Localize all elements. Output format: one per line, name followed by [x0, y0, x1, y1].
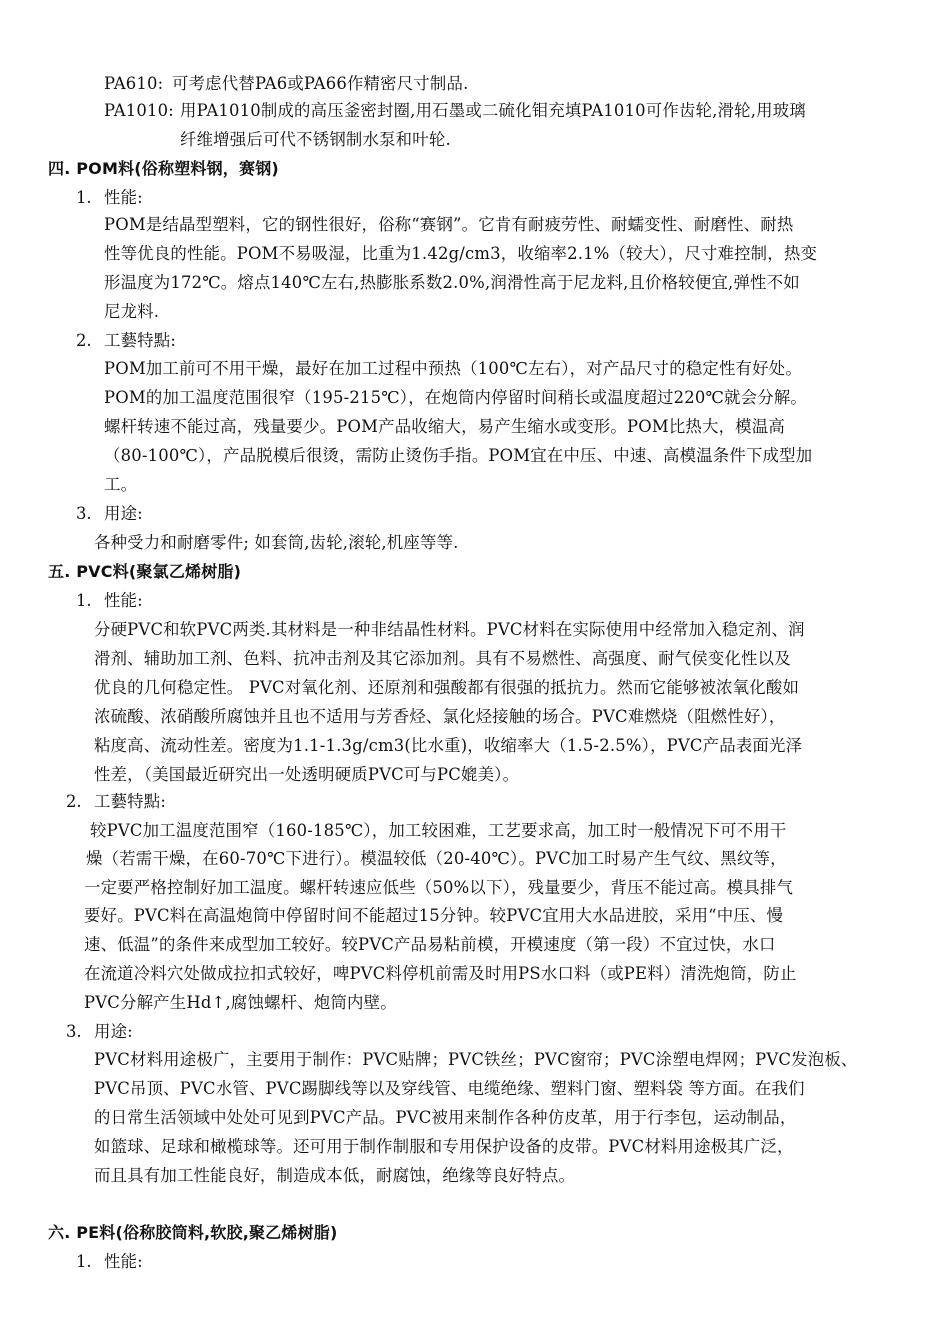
pvc-s2-number: 2. — [66, 792, 82, 811]
pom-heading: 四. POM料(俗称塑料钢，赛钢) — [48, 159, 279, 178]
pvc-heading: 五. PVC料(聚氯乙烯树脂) — [48, 562, 242, 581]
pom-s1-line: POM是结晶型塑料，它的钢性很好，俗称“赛钢”。它肯有耐疲劳性、耐蠕变性、耐磨性、耐热 — [104, 215, 794, 234]
pvc-s2-line: PVC分解产生Hd↑,腐蚀螺杆、炮筒内壁。 — [84, 993, 397, 1012]
pvc-s2-line: 速、低温”的条件来成型加工较好。较PVC产品易粘前模，开模速度（第一段）不宜过快，水口 — [84, 935, 776, 954]
pvc-s3-line: 的日常生活领域中处处可见到PVC产品。PVC被用来制作各种仿皮革，用于行李包，运动制品， — [94, 1108, 797, 1127]
pvc-s3-title: 用途: — [94, 1022, 133, 1041]
pe-heading: 六. PE料(俗称胶筒料,软胶,聚乙烯树脂) — [48, 1223, 338, 1242]
pvc-s3-line: 而且具有加工性能良好，制造成本低，耐腐蚀，绝缘等良好特点。 — [94, 1166, 576, 1185]
pe-s1-number: 1. — [76, 1252, 92, 1271]
pom-s1-number: 1. — [76, 188, 92, 207]
pa1010-text-line: 用PA1010制成的高压釜密封圈,用石墨或二硫化钼充填PA1010可作齿轮,滑轮,用玻璃 — [180, 101, 806, 120]
pvc-s1-line: 粘度高、流动性差。密度为1.1-1.3g/cm3(比水重)，收缩率大（1.5-2.5%），PVC产品表面光泽 — [94, 736, 803, 755]
pom-s3-line: 各种受力和耐磨零件; 如套筒,齿轮,滚轮,机座等等. — [94, 533, 459, 552]
pom-s2-line: POM的加工温度范围很窄（195-215℃），在炮筒内停留时间稍长或温度超过220℃就会分解。 — [104, 388, 808, 407]
pvc-s2-line: 在流道冷料穴处做成拉扣式较好，啤PVC料停机前需及时用PS水口料（或PE料）清洗炮筒，防止 — [84, 964, 797, 983]
pa610-text: 可考虑代替PA6或PA66作精密尺寸制品. — [172, 74, 469, 93]
pom-s2-title: 工藝特點: — [104, 331, 177, 350]
pvc-s2-line: 一定要严格控制好加工温度。螺杆转速应低些（50%以下），残量要少，背压不能过高。模具排气 — [84, 878, 794, 897]
pa610-label: PA610: — [104, 74, 164, 93]
pvc-s1-line: 性差，（美国最近研究出一处透明硬质PVC可与PC媲美）。 — [94, 765, 520, 784]
pvc-s2-line: 燥（若需干燥，在60-70℃下进行）。模温较低（20-40℃）。PVC加工时易产生气纹、黑纹等， — [86, 849, 787, 868]
pvc-s1-line: 分硬PVC和软PVC两类.其材料是一种非结晶性材料。PVC材料在实际使用中经常加入稳定剂、润 — [94, 620, 805, 639]
pom-s2-line: POM加工前可不用干燥，最好在加工过程中预热（100℃左右），对产品尺寸的稳定性有好处。 — [104, 359, 802, 378]
pom-s2-line: 螺杆转速不能过高，残量要少。POM产品收缩大，易产生缩水或变形。POM比热大，模温高 — [104, 417, 785, 436]
pvc-s3-line: 如篮球、足球和橄榄球等。还可用于制作制服和专用保护设备的皮带。PVC材料用途极其广泛， — [94, 1137, 794, 1156]
pom-s1-line: 形温度为172℃。熔点140℃左右,热膨胀系数2.0%,润滑性高于尼龙料,且价格较便宜,弹性不如 — [104, 273, 800, 292]
pvc-s3-line: PVC材料用途极广，主要用于制作：PVC贴牌；PVC铁丝；PVC窗帘；PVC涂塑电焊网；PVC发泡板、 — [94, 1050, 858, 1069]
pvc-s1-line: 优良的几何稳定性。 PVC对氧化剂、还原剂和强酸都有很强的抵抗力。然而它能够被浓氧化酸如 — [94, 678, 800, 697]
pvc-s2-line: 较PVC加工温度范围窄（160-185℃），加工较困难，工艺要求高，加工时一般情况下可不用干 — [90, 821, 787, 840]
pvc-s1-line: 浓硫酸、浓硝酸所腐蚀并且也不适用与芳香烃、氯化烃接触的场合。PVC难燃烧（阻燃性好）， — [94, 707, 786, 726]
pe-s1-title: 性能: — [104, 1252, 143, 1271]
pvc-s2-line: 要好。PVC料在高温炮筒中停留时间不能超过15分钟。较PVC宜用大水品进胶，采用“中压、慢 — [84, 906, 784, 925]
pom-s2-line: 工。 — [104, 475, 138, 494]
pom-s1-line: 尼龙料. — [104, 302, 160, 321]
pvc-s3-line: PVC吊顶、PVC水管、PVC踢脚线等以及穿线管、电缆绝缘、塑料门窗、塑料袋 等方面。在我们 — [94, 1079, 805, 1098]
pvc-s1-line: 滑剂、辅助加工剂、色料、抗冲击剂及其它添加剂。具有不易燃性、高强度、耐气侯变化性以及 — [94, 649, 791, 668]
pvc-s1-title: 性能: — [104, 591, 143, 610]
pom-s1-line: 性等优良的性能。POM不易吸湿，比重为1.42g/cm3，收缩率2.1%（较大），尺寸难控制，热变 — [104, 244, 818, 263]
pa1010-label: PA1010: — [104, 101, 174, 120]
pvc-s3-number: 3. — [66, 1022, 82, 1041]
pom-s3-title: 用途: — [104, 504, 143, 523]
pom-s1-title: 性能: — [104, 188, 143, 207]
pvc-s2-title: 工藝特點: — [94, 792, 167, 811]
pvc-s1-number: 1. — [76, 591, 92, 610]
pa1010-text-line: 纤维增强后可代不锈钢制水泵和叶轮. — [180, 130, 451, 149]
pom-s2-line: （80-100℃），产品脱模后很烫，需防止烫伤手指。POM宜在中压、中速、高模温条件下成型加 — [104, 446, 813, 465]
pom-s3-number: 3. — [76, 504, 92, 523]
pom-s2-number: 2. — [76, 331, 92, 350]
